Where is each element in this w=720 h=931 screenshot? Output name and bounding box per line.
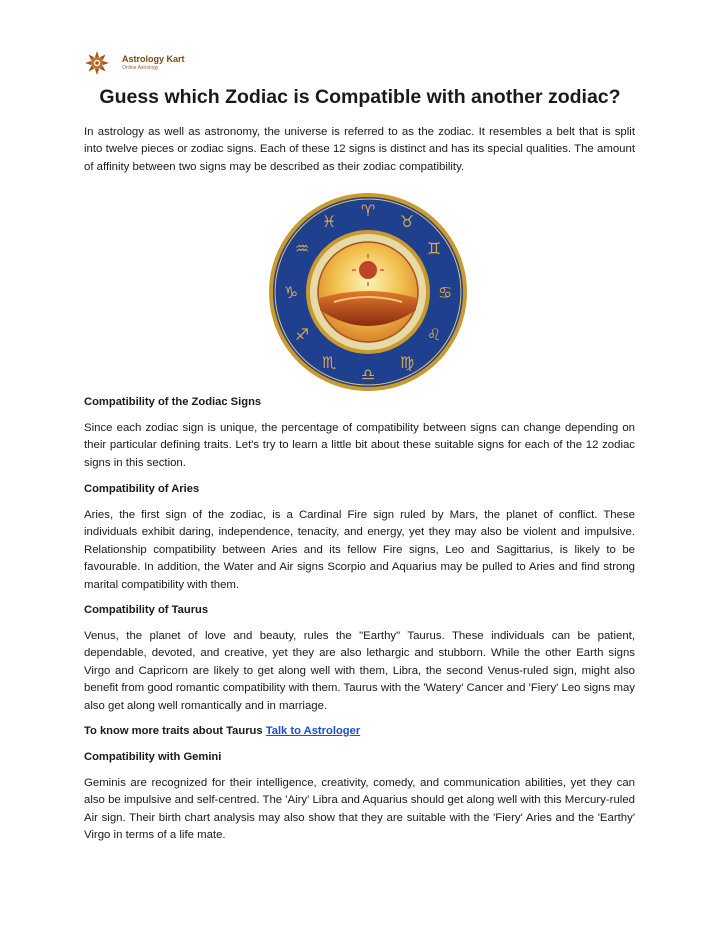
logo-tagline: Online Astrology xyxy=(122,65,159,71)
sun-wheel-icon xyxy=(84,50,118,76)
svg-text:♍: ♍ xyxy=(399,353,415,372)
intro-paragraph: In astrology as well as astronomy, the universe is referred to as the zodiac. It resembles a belt that is split into twelve pieces or zodiac signs. Each of these 12 signs is distinct and has its special qualities. The amount of affinity between two signs may be described as their zodiac compatibility. xyxy=(84,126,635,173)
svg-text:♑: ♑ xyxy=(283,283,299,302)
svg-text:♉: ♉ xyxy=(399,212,415,231)
page-title: Guess which Zodiac is Compatible with another zodiac? xyxy=(99,86,621,108)
section-heading: Compatibility with Gemini xyxy=(84,751,222,763)
svg-text:♐: ♐ xyxy=(294,325,310,344)
svg-text:♋: ♋ xyxy=(437,283,453,302)
svg-text:♓: ♓ xyxy=(321,212,337,231)
section-paragraph: Since each zodiac sign is unique, the percentage of compatibility between signs can change depending on their particular defining traits. Let's try to learn a little bit about these suitable signs for each of the 12 zodiac signs in this section. xyxy=(84,422,635,469)
section-heading: Compatibility of Taurus xyxy=(84,604,209,616)
logo-brand-name: Astrology Kart xyxy=(122,54,185,64)
svg-text:♊: ♊ xyxy=(426,239,442,258)
brand-logo[interactable] xyxy=(84,50,194,76)
svg-text:♎: ♎ xyxy=(360,365,376,384)
talk-to-astrologer-link[interactable]: Talk to Astrologer xyxy=(265,725,361,737)
svg-text:♏: ♏ xyxy=(321,353,337,372)
section-paragraph: Geminis are recognized for their intelligence, creativity, comedy, and communication abilities, yet they can also be impulsive and self-centred. The 'Airy' Libra and Aquarius should get along well with this Mercury-ruled Air sign. Their birth chart analysis may also show that they are suitable with the 'Fiery' Aries and the 'Earthy' Virgo in terms of a life mate. xyxy=(84,777,635,842)
section-heading: Compatibility of Aries xyxy=(84,483,200,495)
section-heading: Compatibility of the Zodiac Signs xyxy=(84,396,262,408)
svg-text:♈: ♈ xyxy=(360,201,376,220)
svg-text:♒: ♒ xyxy=(294,239,310,258)
zodiac-wheel-image xyxy=(268,192,468,392)
svg-text:♌: ♌ xyxy=(426,325,442,344)
cta-text: To know more traits about Taurus xyxy=(84,725,263,737)
section-paragraph: Aries, the first sign of the zodiac, is a Cardinal Fire sign ruled by Mars, the planet of conflict. These individuals exhibit daring, independence, tenacity, and energy, yet they may also be violent and impulsive. Relationship compatibility between Aries and its fellow Fire signs, Leo and Sagittarius, is likely to be favourable. In addition, the Water and Air signs Scorpio and Aquarius may be pulled to Aries and find strong marital compatibility with them. xyxy=(84,509,635,591)
section-paragraph: Venus, the planet of love and beauty, rules the "Earthy" Taurus. These individuals can be patient, dependable, devoted, and creative, yet they are also lethargic and stubborn. While the other Earth signs Virgo and Capricorn are likely to get along well with them, Libra, the second Venus-ruled sign, might also benefit from good romantic compatibility with them. Taurus with the 'Watery' Cancer and 'Fiery' Leo signs may also get along well romantically and in marriage. xyxy=(84,630,635,712)
cta-line xyxy=(84,723,635,740)
